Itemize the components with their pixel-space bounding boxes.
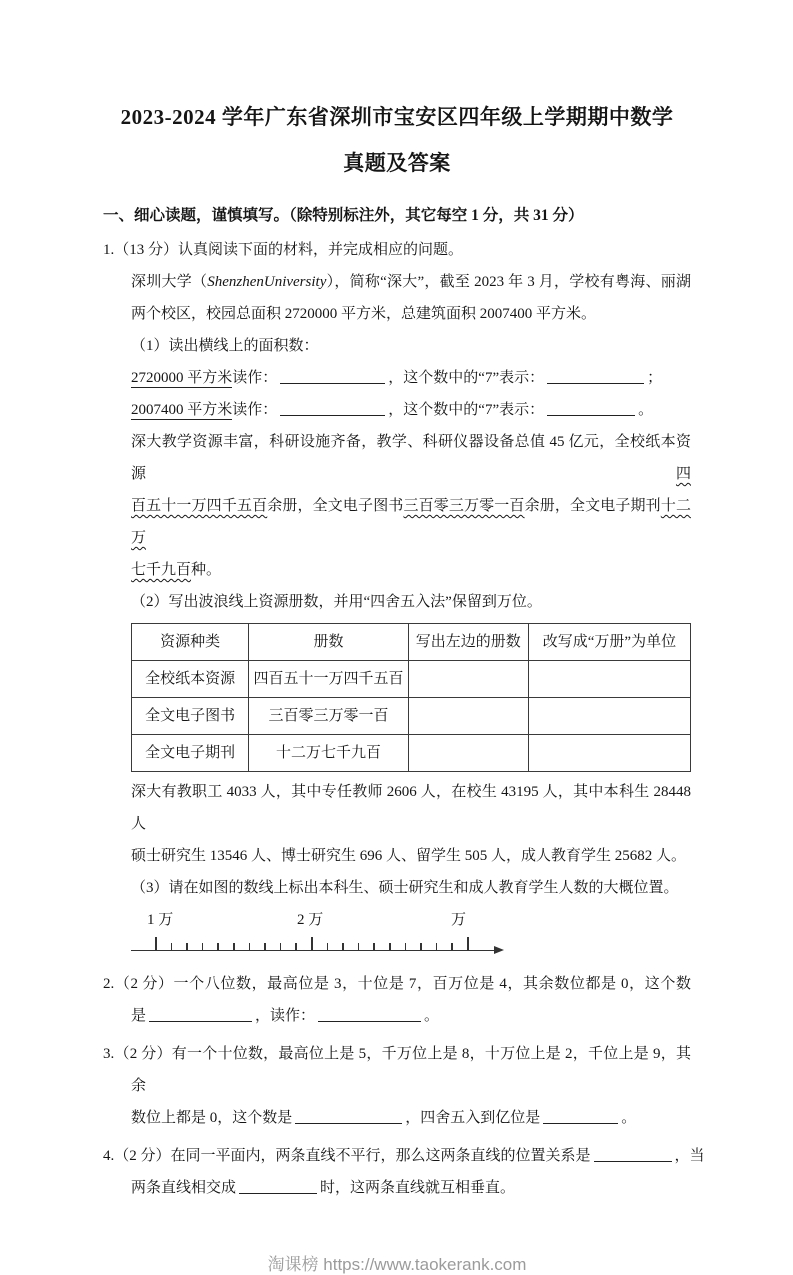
footer-watermark-link[interactable]: 淘课榜 https://www.taokerank.com [267, 1255, 527, 1274]
minor-tick [451, 943, 453, 951]
table-row [132, 661, 691, 698]
table-cell-blank [408, 735, 528, 772]
resource-table [131, 623, 691, 772]
table-header-rewrite-unit: 改写成“万册”为单位 [528, 624, 690, 661]
question-4 [103, 1140, 705, 1204]
question-4-line2 [131, 1172, 691, 1204]
q4-line1-pre: 4.（2 分）在同一平面内，两条直线不平行，那么这两条直线的位置关系是 [103, 1148, 591, 1164]
q1-material-line1-post: ），简称“深大”，截至 2023 年 3 月，学校有粤海、丽湖 [326, 274, 691, 290]
minor-tick [202, 943, 204, 951]
table-cell-blank [408, 698, 528, 735]
minor-tick [358, 943, 360, 951]
q1-material2-line1 [131, 426, 691, 490]
minor-tick [217, 943, 219, 951]
table-cell-blank [528, 698, 690, 735]
q1-material-line1-pre: 深圳大学（ [131, 274, 208, 290]
q1-material2-line1-text: 深大教学资源丰富，科研设施齐备，教学、科研仪器设备总值 45 亿元，全校纸本资源 [131, 434, 691, 482]
q1-read1-mid1: 读作： [232, 370, 278, 386]
table-cell: 三百零三万零一百 [249, 698, 408, 735]
question-2-line2 [131, 1000, 691, 1032]
table-cell-blank [408, 661, 528, 698]
q1-sub3-heading: （3）请在如图的数线上标出本科生、硕士研究生和成人教育学生人数的大概位置。 [131, 880, 679, 896]
q1-read1-underlined-number: 2720000 平方米 [131, 370, 233, 386]
q2-answer-blank-2 [318, 1008, 421, 1022]
q1-read1-end: ； [647, 370, 663, 386]
q1-sub2-heading: （2）写出波浪线上资源册数，并用“四舍五入法”保留到万位。 [131, 594, 542, 610]
table-cell: 十二万七千九百 [249, 735, 408, 772]
minor-tick [327, 943, 329, 951]
minor-tick [264, 943, 266, 951]
q2-line2-end: 。 [424, 1008, 440, 1024]
minor-tick [249, 943, 251, 951]
q1-material2-line3-text: 种。 [191, 562, 222, 578]
question-2-stem: 2.（2 分）一个八位数，最高位是 3，十位是 7，百万位是 4，其余数位都是 0，这个数 [103, 976, 691, 992]
table-header-row [132, 624, 691, 661]
section-1-heading: 一、细心读题，谨慎填写。（除特别标注外，其它每空 1 分，共 31 分） [103, 207, 584, 224]
number-line-label-1: 1 万 [147, 912, 174, 928]
q1-material3-line2: 硕士研究生 13546 人、博士研究生 696 人、留学生 505 人，成人教育学生 25682 人。 [131, 848, 687, 864]
minor-tick [405, 943, 407, 951]
q1-read1-answer-blank-2 [547, 370, 644, 384]
number-line-arrow-icon [494, 946, 504, 954]
page-title-line1: 2023-2024 学年广东省深圳市宝安区四年级上学期期中数学 [120, 105, 674, 129]
major-tick [467, 937, 469, 951]
q1-read-line2 [131, 394, 691, 426]
q1-wavy-number-2: 三百零三万零一百 [403, 498, 525, 514]
table-cell: 四百五十一万四千五百 [249, 661, 408, 698]
q3-line2-mid: ，四舍五入到亿位是 [405, 1110, 541, 1126]
q1-material2-line2 [131, 490, 691, 554]
minor-tick [171, 943, 173, 951]
question-3 [103, 1038, 691, 1134]
q2-answer-blank-1 [149, 1008, 252, 1022]
minor-tick [436, 943, 438, 951]
q1-material-line1 [131, 266, 691, 298]
q1-read2-answer-blank-1 [280, 402, 385, 416]
q1-material3-line1: 深大有教职工 4033 人，其中专任教师 2606 人，在校生 43195 人，其中本科生 28448 人 [131, 784, 691, 832]
q1-material2-line3 [131, 554, 691, 586]
q1-material2-line2-text1: 余册，全文电子图书 [267, 498, 404, 514]
minor-tick [389, 943, 391, 951]
q1-wavy-number-1: 百五十一万四千五百 [131, 498, 268, 514]
table-cell-blank [528, 735, 690, 772]
q2-line2-pre: 是 [131, 1008, 147, 1024]
table-header-write-number: 写出左边的册数 [408, 624, 528, 661]
table-cell: 全文电子图书 [132, 698, 249, 735]
major-tick [155, 937, 157, 951]
minor-tick [373, 943, 375, 951]
q1-sub1-heading: （1）读出横线上的面积数： [131, 338, 319, 354]
q1-read2-underlined-number: 2007400 平方米 [131, 402, 233, 418]
q1-material-line2: 两个校区，校园总面积 2720000 平方米，总建筑面积 2007400 平方米。 [131, 306, 597, 322]
minor-tick [233, 943, 235, 951]
q1-read2-answer-blank-2 [547, 402, 635, 416]
q1-wavy-number-3-rest: 七千九百 [131, 562, 192, 578]
minor-tick [280, 943, 282, 951]
table-cell-blank [528, 661, 690, 698]
table-row [132, 735, 691, 772]
q1-wavy-number-part: 四 [675, 466, 691, 482]
minor-tick [186, 943, 188, 951]
question-4-stem [103, 1140, 705, 1172]
q4-line2-pre: 两条直线相交成 [131, 1180, 237, 1196]
question-2 [103, 968, 691, 1032]
q1-university-name-english: ShenzhenUniversity [207, 274, 327, 290]
minor-tick [342, 943, 344, 951]
q2-line2-mid: ，读作： [255, 1008, 316, 1024]
page-title-line2: 真题及答案 [343, 151, 451, 175]
q1-read1-answer-blank-1 [280, 370, 385, 384]
question-3-stem: 3.（2 分）有一个十位数，最高位上是 5，千万位上是 8，十万位上是 2，千位上是 9，其余 [103, 1046, 691, 1094]
q3-line2-end: 。 [621, 1110, 637, 1126]
major-tick [311, 937, 313, 951]
table-header-volume-count: 册数 [249, 624, 408, 661]
q1-read1-mid2: ，这个数中的“7”表示： [388, 370, 545, 386]
q1-material2-line2-text2: 余册，全文电子期刊 [524, 498, 661, 514]
q4-line1-end: ，当 [674, 1148, 705, 1164]
q4-line2-mid: 时，这两条直线就互相垂直。 [320, 1180, 516, 1196]
table-cell: 全校纸本资源 [132, 661, 249, 698]
number-line-label-3: 万 [451, 912, 467, 928]
question-3-line2 [131, 1102, 691, 1134]
q1-wavy-number-3-part: 十二万 [131, 498, 691, 546]
question-1 [103, 234, 691, 962]
question-1-stem: 1.（13 分）认真阅读下面的材料，并完成相应的问题。 [103, 242, 464, 258]
number-line-label-2: 2 万 [297, 912, 324, 928]
minor-tick [420, 943, 422, 951]
table-row [132, 698, 691, 735]
q1-read2-mid1: 读作： [232, 402, 278, 418]
q4-answer-blank-1 [594, 1148, 672, 1162]
q1-read2-end: 。 [638, 402, 654, 418]
q1-read2-mid2: ，这个数中的“7”表示： [388, 402, 545, 418]
table-cell: 全文电子期刊 [132, 735, 249, 772]
q4-answer-blank-2 [239, 1180, 317, 1194]
number-line-figure [131, 910, 651, 962]
q1-read-line1 [131, 362, 691, 394]
table-header-resource-type: 资源种类 [132, 624, 249, 661]
q3-line2-pre: 数位上都是 0，这个数是 [131, 1110, 293, 1126]
minor-tick [295, 943, 297, 951]
